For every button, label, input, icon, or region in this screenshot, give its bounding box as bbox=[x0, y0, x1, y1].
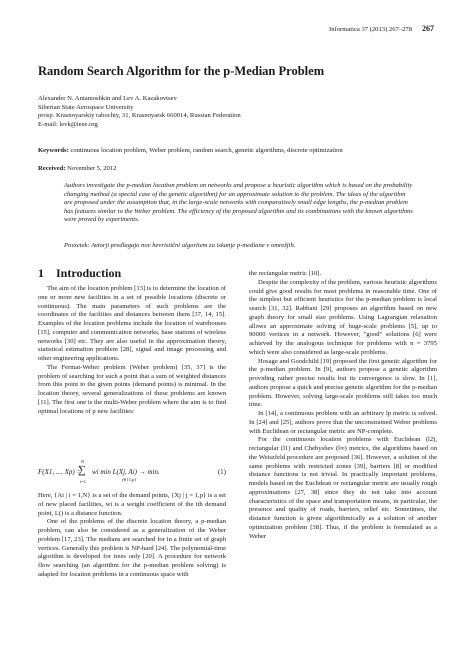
abstract: Authors investigate the p-median location problem on networks and propose a heuristic algorithm which is based on the probability changing method (a special case of the genetic algorithm) for an approximate solution to the problem. The ideas of the algorithm are proposed under the assumption that, in the large-scale networks with comparatively small edge lengths, the p-median problem has features similar to the Weber problem. The efficiency of the proposed algorithm and its combinations with the known algorithms were proved by experiments. bbox=[64, 182, 413, 224]
sum-symbol: ∑ bbox=[78, 464, 86, 476]
received-date bbox=[38, 165, 116, 172]
paragraph: Here, {Ai | i = 1,N} is a set of the demand points, {Xj | j = 1,p} is a set of new placed facilities, wi is a weight coefficient of the ith demand point, L() is a distance function. bbox=[38, 492, 226, 517]
paragraph: Despite the complexity of the problem, various heuristic algorithms could give good results for most problems in reasonable time. One of the simplest but efficient heuristics for the p-median problem is local search [31, 32]. Rabbani [29] proposes an algorithm based on new graph theory for small size problems. Using Lagrangian relaxation allows an approximate solving of huge-scale problems [5], up to 90000 vertices in a network. However, "good" solutions [6] were achieved by the analogous technique for problems with n = 3795 which were also considered as large-scale problems. bbox=[249, 278, 437, 356]
equation-number: (1) bbox=[217, 468, 226, 476]
paper-title: Random Search Algorithm for the p-Median Problem bbox=[38, 64, 325, 78]
affiliation: Siberian State Aerospace University bbox=[38, 103, 134, 111]
left-column-continued bbox=[38, 492, 226, 580]
left-column bbox=[38, 285, 226, 416]
keywords-text: continuous location problem, Weber problem, random search, genetic algorithms, discrete optimization bbox=[70, 147, 343, 154]
equation-lhs: F(X1, ..., Xp) = bbox=[38, 468, 82, 476]
running-header bbox=[329, 24, 434, 33]
paragraph: In [14], a continuous problem with an arbitrary lp metric is solved. In [24] and [25], authors prove that the unconstrained Weber problems with Euclidean or rectangular metric are NP-complete. bbox=[249, 410, 437, 435]
section-number: 1 bbox=[38, 266, 44, 280]
section-title: Introduction bbox=[56, 266, 122, 280]
authors-names: Alexander N. Antamoshkin and Lev A. Kazakovtsev bbox=[38, 95, 177, 102]
received-label: Received: bbox=[38, 165, 66, 172]
page-number: 267 bbox=[422, 24, 434, 33]
min-subscript: j∈{1,p} bbox=[122, 477, 137, 482]
address: prosp. Krasnoyarskiy rabochiy, 31, Krasnoyarsk 660014, Russian Federation bbox=[38, 112, 241, 120]
section-heading bbox=[38, 266, 121, 281]
keywords bbox=[38, 147, 438, 156]
received-text: November 5, 2012 bbox=[67, 165, 117, 172]
right-column bbox=[249, 270, 437, 541]
equation-rhs: wi min L(Xj, Ai) → min. bbox=[92, 468, 160, 476]
sum-lower-limit: i=1 bbox=[80, 479, 87, 484]
paragraph: Hosage and Goodchild [19] proposed the first genetic algorithm for the p-median problem. In [9], authors propose a genetic algorithm providing rather precise results but its convergence is slow. In [1], authors propose a quick and precise genetic algorithm for the p-median problem. However, solving large-scale problems still takes too much time. bbox=[249, 357, 437, 409]
paragraph: The Fermat-Weber problem (Weber problem) [35, 37] is the problem of searching for such a point that a sum of weighted distances from this point to the given points (demand points) is minimal. In the location theory, several generalizations of these problems are known [11]. The first one is the multi-Weber problem where the aim is to find optimal locations of p new facilities: bbox=[38, 363, 226, 415]
equation-1 bbox=[38, 459, 226, 484]
paragraph: the rectangular metric [10]. bbox=[249, 270, 322, 277]
povzetek: Povzetek: Avtorji predlagajo nov hevristični algoritem za iskanje p-mediane v omrežjih. bbox=[64, 242, 296, 249]
paragraph: One of the problems of the discrete location theory, a p-median problem, can also be considered as a generalization of the Weber problem [17, 23]. The medians are searched for in a finite set of graph vertices. Generally this problem is NP-hard [24]. The polynomial-time algorithm is developed for trees only [20]. A procedure for network flow searching (an algorithm for the p-median problem solving) is adapted for location problems in a continuous space with bbox=[38, 518, 226, 578]
paragraph: The aim of the location problem [13] is to determine the location of one or more new facilities in a set of possible locations (discrete or continuous). The main parameters of such problems are the coordinates of the facilities and distances between them [37, 14, 15]. Examples of the location problems include the location of warehouses [15], computer and communication networks, base stations of wireless networks [30] etc. They are also useful in the approximation theory, statistical estimation problem [28], signal and image processing and other engineering applications. bbox=[38, 285, 226, 362]
keywords-label: Keywords: bbox=[38, 147, 69, 154]
author-block bbox=[38, 95, 241, 130]
email: E-mail: levk@ieee.org bbox=[38, 121, 98, 129]
sum-upper-limit: N bbox=[81, 459, 85, 464]
journal-citation: Informatica 37 (2013) 267–278 bbox=[329, 26, 412, 33]
paragraph: For the continuous location problems with Euclidean (l2), rectangular (l1) and Chebyshev (l∞) metrics, the algorithms based on the Weiszfeld procedure are proposed [36]. However, a solution of the same problems with restricted zones [39], barriers [8] or modified distance functions is not trivial. In practically important problems, models based on the Euclidean or rectangular metric are usually rough approximations [27, 38] since they do not take into account characteristics of the space and transportation means, in particular, the presence and quality of roads, barriers, relief etc. Sometimes, the distance function is given algorithmically as a solution of another optimization problem [38]. Thus, if the problem is formulated as a Weber bbox=[249, 436, 437, 540]
